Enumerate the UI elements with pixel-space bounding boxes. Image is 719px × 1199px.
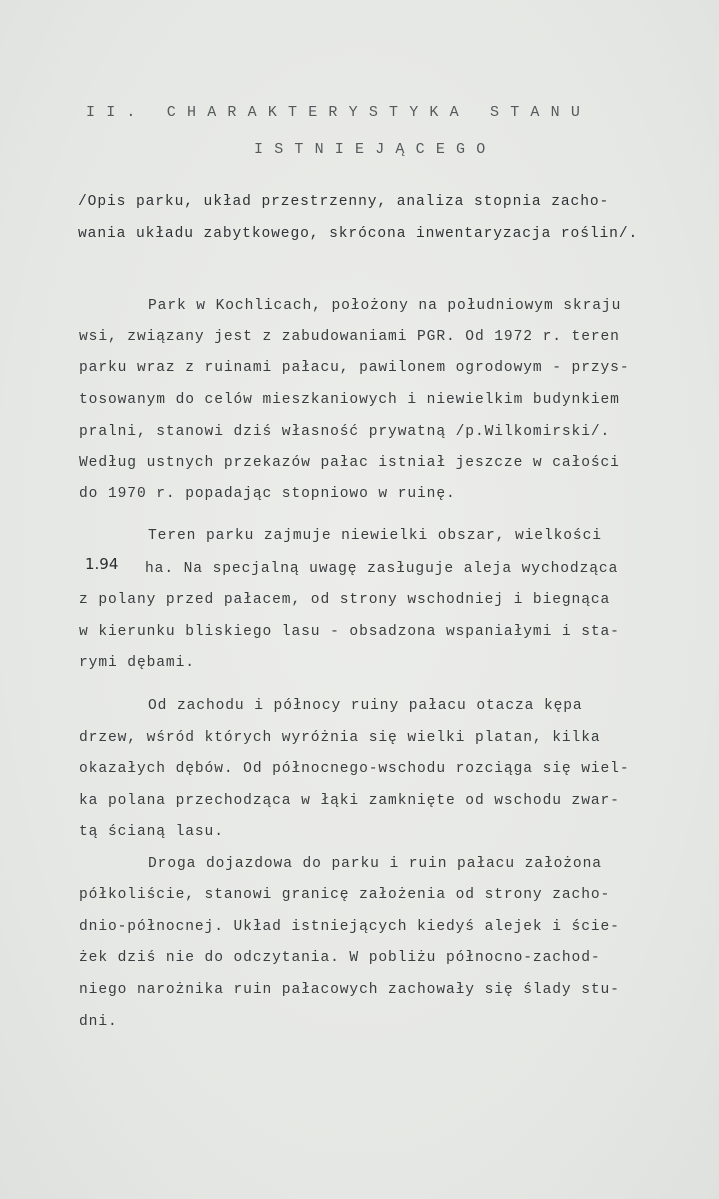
- paragraph-1-line: parku wraz z ruinami pałacu, pawilonem ogrodowym - przys-: [79, 360, 630, 376]
- paragraph-1-line: do 1970 r. popadając stopniowo w ruinę.: [79, 486, 456, 502]
- paragraph-4-line: dni.: [79, 1014, 118, 1030]
- paragraph-2-line: ha. Na specjalną uwagę zasługuje aleja wychodząca: [145, 561, 619, 577]
- paragraph-4-line: półkoliście, stanowi granicę założenia od strony zacho-: [79, 887, 611, 903]
- paragraph-3-line: tą ścianą lasu.: [79, 824, 224, 840]
- paragraph-3-line: ka polana przechodząca w łąki zamknięte od wschodu zwar-: [79, 793, 620, 809]
- paragraph-3-line: okazałych dębów. Od północnego-wschodu rozciąga się wiel-: [79, 761, 630, 777]
- subtitle-line: /Opis parku, układ przestrzenny, analiza stopnia zacho-: [78, 194, 610, 210]
- paragraph-1-line: Park w Kochlicach, położony na południowym skraju: [148, 298, 622, 314]
- paragraph-2-line: w kierunku bliskiego lasu - obsadzona wspaniałymi i sta-: [79, 624, 620, 640]
- paragraph-4-line: niego narożnika ruin pałacowych zachowały się ślady stu-: [79, 982, 620, 998]
- paragraph-2-line: z polany przed pałacem, od strony wschodniej i biegnąca: [79, 592, 611, 608]
- subtitle-line: wania układu zabytkowego, skrócona inwentaryzacja roślin/.: [78, 226, 639, 242]
- paragraph-2-line: rymi dębami.: [79, 655, 195, 671]
- paragraph-1-line: Według ustnych przekazów pałac istniał jeszcze w całości: [79, 455, 620, 471]
- paragraph-4-line: Droga dojazdowa do parku i ruin pałacu założona: [148, 856, 602, 872]
- paragraph-1-line: tosowanym do celów mieszkaniowych i niewielkim budynkiem: [79, 392, 620, 408]
- section-heading-continuation: ISTNIEJĄCEGO: [254, 141, 497, 158]
- paragraph-4-line: żek dziś nie do odczytania. W pobliżu północno-zachod-: [79, 950, 601, 966]
- handwritten-area-value: 1.94: [85, 555, 119, 573]
- paragraph-4-line: dnio-północnej. Układ istniejących kiedyś alejek i ście-: [79, 919, 620, 935]
- paragraph-1-line: wsi, związany jest z zabudowaniami PGR. Od 1972 r. teren: [79, 329, 620, 345]
- section-heading: II. CHARAKTERYSTYKA STANU: [86, 104, 592, 121]
- paragraph-1-line: pralni, stanowi dziś własność prywatną /p.Wilkomirski/.: [79, 424, 611, 440]
- paragraph-3-line: drzew, wśród których wyróżnia się wielki platan, kilka: [79, 730, 601, 746]
- paragraph-2-line: Teren parku zajmuje niewielki obszar, wielkości: [148, 528, 602, 544]
- paragraph-3-line: Od zachodu i północy ruiny pałacu otacza kępa: [148, 698, 583, 714]
